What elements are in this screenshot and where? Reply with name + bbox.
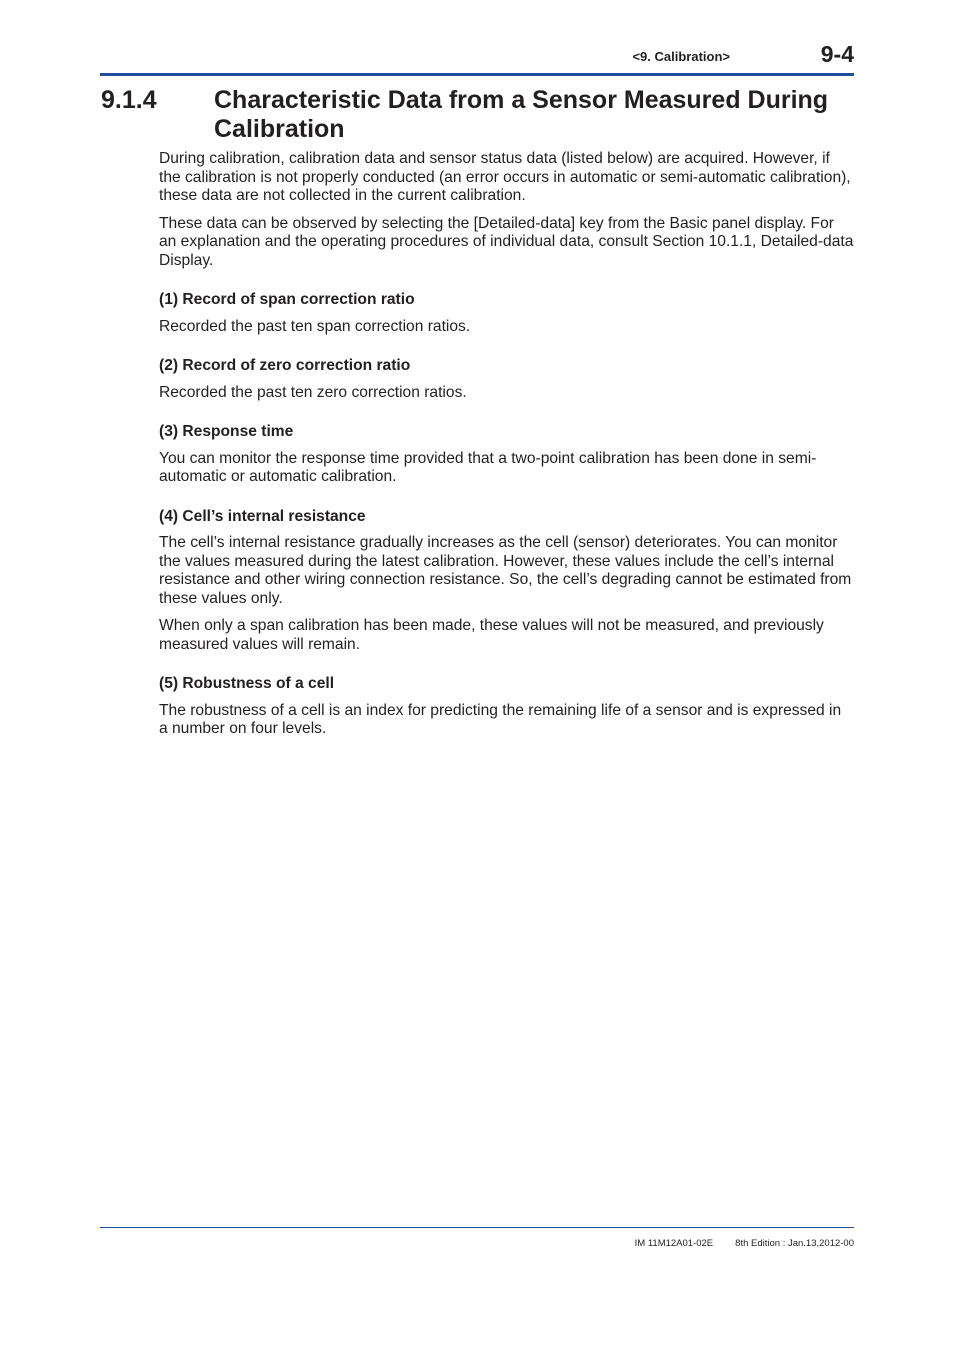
edition-label: 8th Edition : Jan.13,2012-00 bbox=[735, 1238, 854, 1249]
item-heading: (3) Response time bbox=[159, 423, 294, 440]
footer-text bbox=[635, 1238, 854, 1249]
item-heading: (5) Robustness of a cell bbox=[159, 675, 335, 692]
intro-paragraph: These data can be observed by selecting the [Detailed-data] key from the Basic panel display. For an explanation and the operating procedures of individual data, consult Section 10.1.1, Detailed-data Display. bbox=[159, 214, 854, 269]
item-paragraph: Recorded the past ten span correction ratios. bbox=[159, 317, 471, 335]
item-paragraph: Recorded the past ten zero correction ratios. bbox=[159, 383, 467, 401]
chapter-label: <9. Calibration> bbox=[632, 49, 730, 64]
item-heading: (2) Record of zero correction ratio bbox=[159, 357, 411, 374]
item-paragraph: The robustness of a cell is an index for predicting the remaining life of a sensor and is expressed in a number on four levels. bbox=[159, 701, 842, 737]
header-divider bbox=[100, 73, 854, 76]
footer-divider bbox=[100, 1227, 854, 1228]
item-paragraph: You can monitor the response time provided that a two-point calibration has been done in semi-automatic or automatic calibration. bbox=[159, 449, 817, 485]
section-title: Characteristic Data from a Sensor Measured During Calibration bbox=[214, 86, 829, 143]
page-number: 9-4 bbox=[820, 41, 854, 67]
intro-paragraph: During calibration, calibration data and sensor status data (listed below) are acquired. However, if the calibration is not properly conducted (an error occurs in automatic or semi-automatic calibration), these data are not collected in the current calibration. bbox=[159, 150, 851, 204]
document-id: IM 11M12A01-02E bbox=[634, 1238, 714, 1249]
item-heading: (4) Cell’s internal resistance bbox=[159, 507, 366, 525]
item-heading: (1) Record of span correction ratio bbox=[159, 291, 415, 308]
section-number: 9.1.4 bbox=[101, 86, 157, 114]
item-paragraph: When only a span calibration has been made, these values will not be measured, and previously measured values will remain. bbox=[159, 617, 824, 653]
section-body bbox=[159, 150, 854, 748]
item-paragraph: The cell’s internal resistance gradually increases as the cell (sensor) deteriorates. You can monitor the values measured during the latest calibration. However, these values include the cell’s internal resistance and other wiring connection resistance. So, the cell’s degrading cannot be estimated from these values only. bbox=[159, 534, 852, 607]
